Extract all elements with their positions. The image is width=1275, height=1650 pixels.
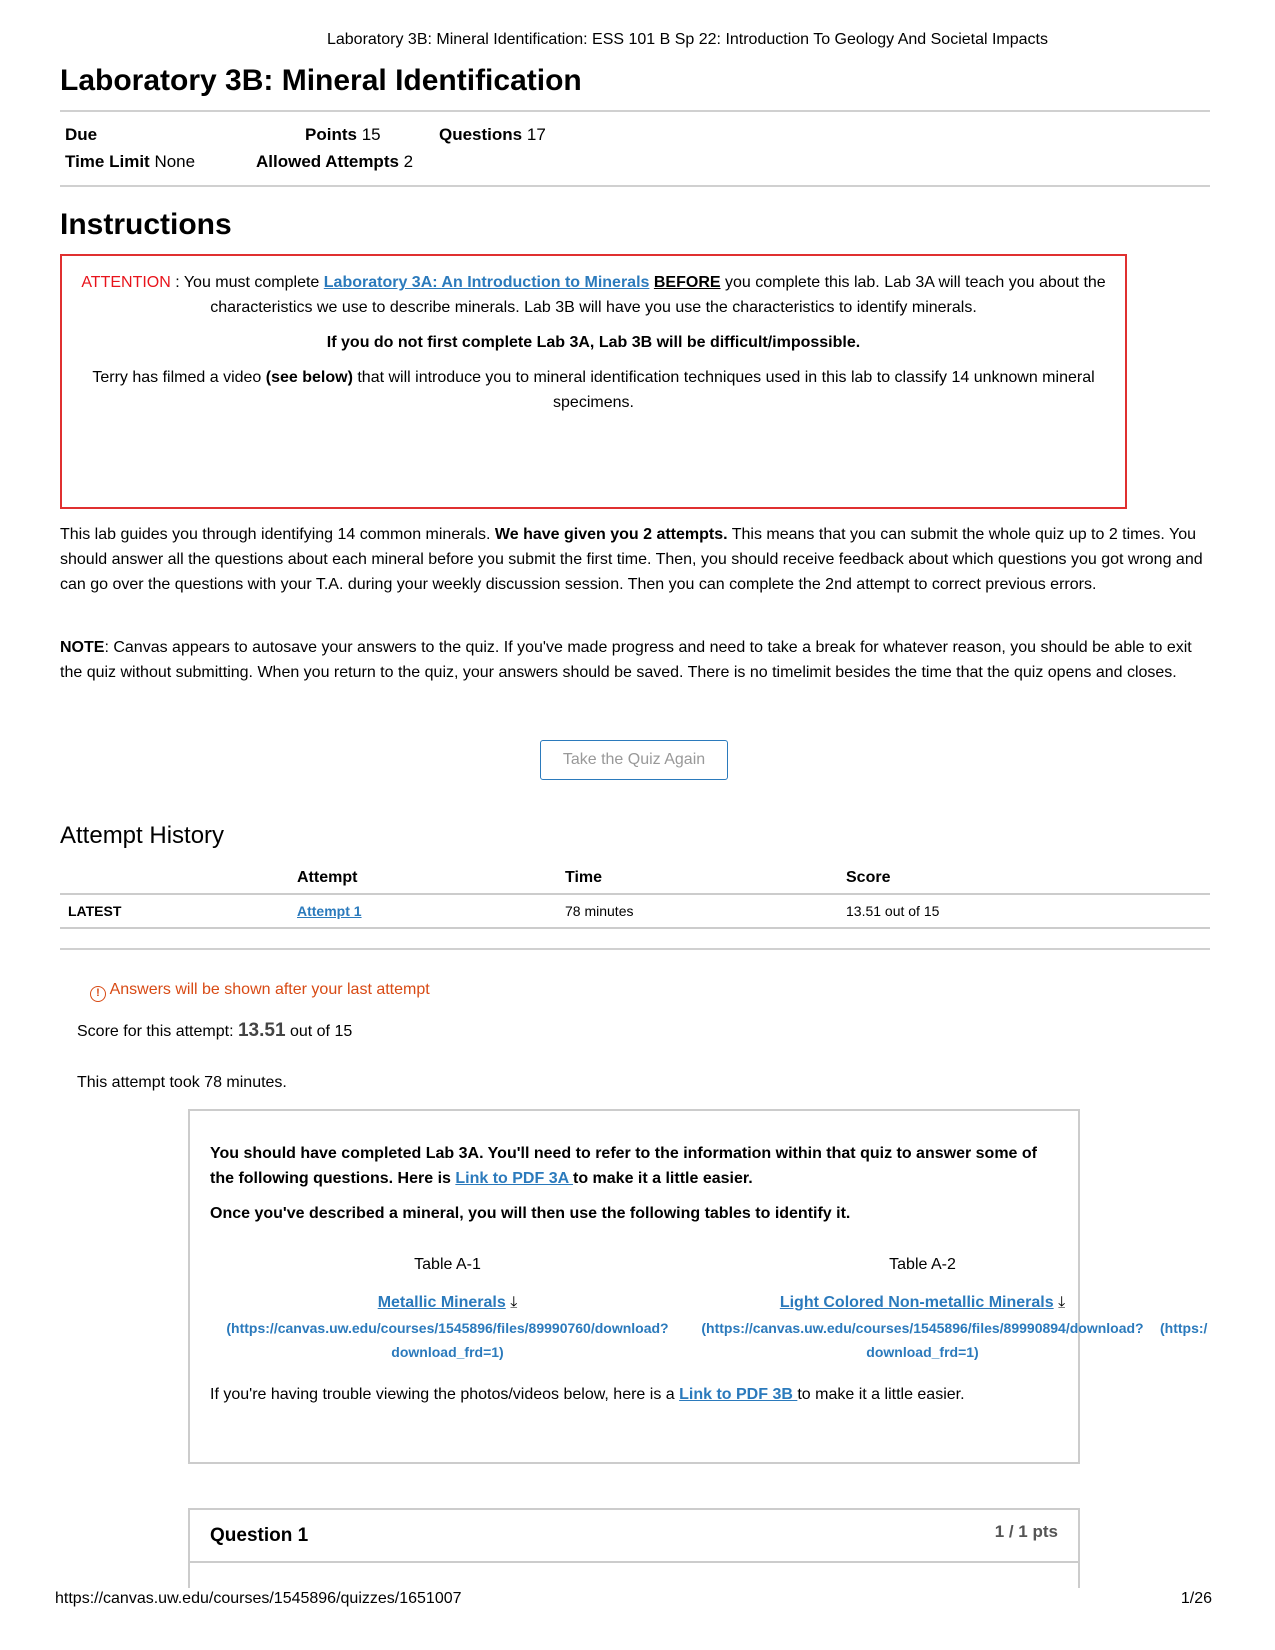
table-a2-label: Table A-2 bbox=[889, 1256, 956, 1273]
questions: Questions 17 bbox=[439, 125, 546, 144]
warning-line: If you do not first complete Lab 3A, Lab 3B will be difficult/impossible. bbox=[326, 334, 861, 351]
metallic-minerals-link[interactable]: Metallic Minerals bbox=[377, 1294, 506, 1311]
text: (see below) bbox=[265, 369, 353, 386]
truncated-url[interactable]: (https:/ bbox=[1160, 1320, 1208, 1336]
points: Points 15 bbox=[305, 125, 381, 144]
table-a1-label: Table A-1 bbox=[414, 1256, 481, 1273]
divider bbox=[60, 185, 1210, 187]
duration-text: This attempt took 78 minutes. bbox=[77, 1074, 287, 1091]
info-box: You should have completed Lab 3A. You'll need to refer to the information within that quiz to answer some of the following questions. Here is Link to PDF 3A to make it a little easier. Once you've described a mineral, you will then use the following tables to identify it. Table A-1 Metallic Minerals ⤓ (https://canvas.uw.edu/courses/1545896/files/89990760/download? download_frd=1) Table A-2 Light Colored Non-metallic Minerals ⤓ (https://canvas.uw.edu/courses/1545896/files/89990894/download? download_frd=1) (https:/ If you're having trouble viewing the photos/videos below, here is a Link to PDF 3B to make it a little easier. bbox=[188, 1109, 1080, 1464]
page-number: 1/26 bbox=[1180, 1590, 1212, 1607]
divider bbox=[60, 110, 1210, 112]
instructions-heading: Instructions bbox=[60, 208, 232, 241]
attention-box bbox=[60, 254, 1127, 509]
footer-url: https://canvas.uw.edu/courses/1545896/quizzes/1651007 bbox=[55, 1590, 462, 1607]
due: Due bbox=[65, 125, 98, 144]
metallic-url[interactable]: (https://canvas.uw.edu/courses/1545896/files/89990760/download? download_frd=1) bbox=[226, 1320, 669, 1360]
col-attempt: Attempt bbox=[297, 868, 358, 886]
page-header: Laboratory 3B: Mineral Identification: ESS 101 B Sp 22: Introduction To Geology And Societal Impacts bbox=[326, 31, 1048, 48]
text: : You must complete bbox=[170, 274, 324, 291]
download-icon[interactable]: ⤓ bbox=[1058, 1294, 1066, 1311]
question-1 bbox=[188, 1508, 1080, 1588]
pdf-3b-link[interactable]: Link to PDF 3B bbox=[679, 1386, 798, 1403]
attention-label: ATTENTION bbox=[81, 274, 171, 291]
col-score: Score bbox=[846, 868, 891, 886]
take-quiz-again-button[interactable]: Take the Quiz Again bbox=[540, 740, 728, 780]
attempt-time: 78 minutes bbox=[565, 903, 634, 919]
light-nonmetallic-link[interactable]: Light Colored Non-metallic Minerals bbox=[779, 1294, 1054, 1311]
question-points: 1 / 1 pts bbox=[994, 1521, 1058, 1541]
allowed-attempts: Allowed Attempts 2 bbox=[256, 152, 414, 171]
download-icon[interactable]: ⤓ bbox=[510, 1294, 518, 1311]
warning-icon: ! bbox=[90, 986, 106, 1002]
lab-3a-link[interactable]: Laboratory 3A: An Introduction to Minerals bbox=[323, 274, 650, 291]
table-row bbox=[60, 894, 1210, 928]
divider bbox=[60, 948, 1210, 950]
note-paragraph: NOTE: Canvas appears to autosave your answers to the quiz. If you've made progress and need to take a break for whatever reason, you should be able to exit the quiz without submitting. When you return to the quiz, your answers should be saved. There is no timelimit besides the time that the quiz opens and closes. bbox=[60, 639, 1192, 681]
text: Terry has filmed a video bbox=[92, 369, 266, 386]
question-title: Question 1 bbox=[210, 1524, 309, 1546]
attempt-score: 13.51 out of 15 bbox=[846, 903, 940, 919]
attempt-history-table bbox=[60, 862, 1210, 929]
pdf-3a-link[interactable]: Link to PDF 3A bbox=[455, 1170, 573, 1187]
intro-paragraph: This lab guides you through identifying 14 common minerals. We have given you 2 attempts. This means that you can submit the whole quiz up to 2 times. You should answer all the questions about each mineral before you submit the first time. Then, you should receive feedback about which questions you got wrong and can go over the questions with your T.A. during your weekly discussion session. Then you can complete the 2nd attempt to correct previous errors. bbox=[60, 526, 1203, 593]
text: you complete this lab. Lab 3A will teach you about the characteristics we use to describe minerals. Lab 3B will have you use the characteristics to identify minerals. bbox=[210, 274, 1106, 316]
time-limit: Time Limit None bbox=[65, 152, 196, 171]
attempt-1-link[interactable]: Attempt 1 bbox=[297, 903, 362, 919]
text: that will introduce you to mineral identification techniques used in this lab to classify 14 unknown mineral specimens. bbox=[352, 369, 1095, 411]
latest-label: LATEST bbox=[68, 903, 122, 919]
col-time: Time bbox=[565, 868, 603, 886]
light-nonmetallic-url[interactable]: (https://canvas.uw.edu/courses/1545896/files/89990894/download? download_frd=1) bbox=[701, 1320, 1144, 1360]
answers-warning: ! Answers will be shown after your last attempt bbox=[90, 981, 430, 1002]
before-text: BEFORE bbox=[653, 274, 721, 291]
attempt-history-heading: Attempt History bbox=[60, 822, 225, 849]
score-line: Score for this attempt: 13.51 out of 15 bbox=[77, 1020, 353, 1041]
page-title: Laboratory 3B: Mineral Identification bbox=[60, 64, 582, 97]
tables-intro: Once you've described a mineral, you will then use the following tables to identify it. bbox=[210, 1205, 851, 1222]
